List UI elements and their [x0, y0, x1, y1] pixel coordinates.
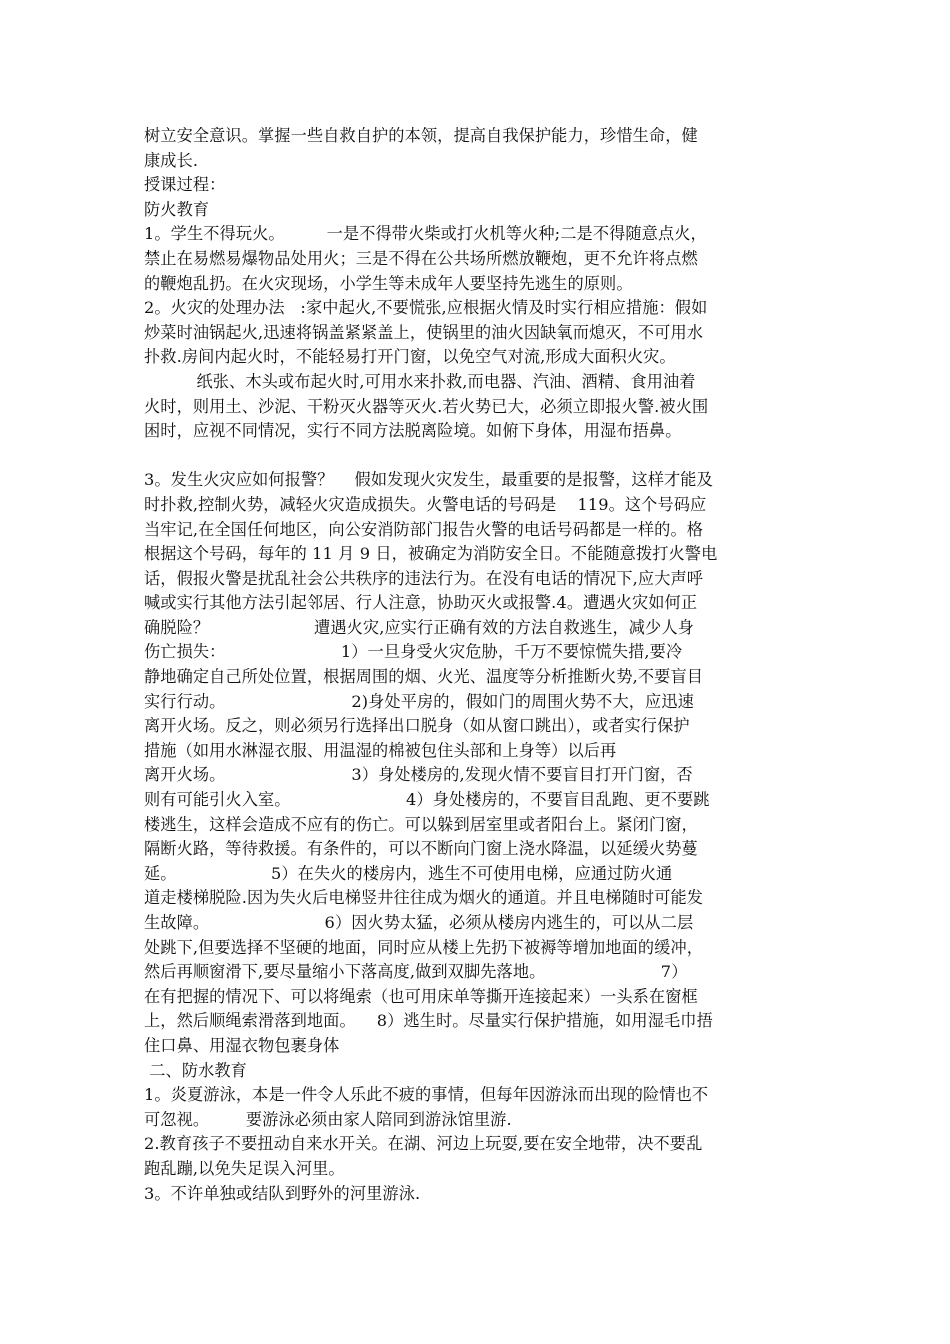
text-line: 喊或实行其他方法引起邻居、行人注意，协助灭火或报警.4。遭遇火灾如何正: [144, 593, 698, 613]
text-line: 根据这个号码，每年的 11 月 9 日，被确定为消防安全日。不能随意拨打火警电: [144, 544, 718, 564]
text-line: 康成长.: [144, 150, 199, 170]
text-line: 确脱险？ 遭遇火灾,应实行正确有效的方法自救逃生，减少人身: [144, 617, 694, 637]
text-line: 二、防水教育: [144, 1060, 247, 1080]
document-page: [144, 124, 810, 1206]
text-line: 楼逃生，这样会造成不应有的伤亡。可以躲到居室里或者阳台上。紧闭门窗，: [144, 814, 698, 834]
text-line: 困时，应视不同情况，实行不同方法脱离险境。如俯下身体，用湿布捂鼻。: [144, 421, 682, 441]
text-line: 处跳下,但要选择不坚硬的地面，同时应从楼上先扔下被褥等增加地面的缓冲，: [144, 937, 704, 957]
text-line: 树立安全意识。掌握一些自救自护的本领，提高自我保护能力，珍惜生命，健: [144, 126, 698, 145]
text-line: 在有把握的情况下、可以将绳索（也可用床单等撕开连接起来）一头系在窗框: [144, 986, 698, 1006]
text-line: 当牢记,在全国任何地区，向公安消防部门报告火警的电话号码都是一样的。格: [144, 519, 704, 539]
text-line: 静地确定自己所处位置，根据周围的烟、火光、温度等分析推断火势,不要盲目: [144, 667, 704, 687]
text-line: 1。炎夏游泳，本是一件令人乐此不疲的事情，但每年因游泳而出现的险情也不: [144, 1085, 709, 1105]
text-line: 时扑救,控制火势，减轻火灾造成损失。火警电话的号码是 119。这个号码应: [144, 494, 707, 514]
text-line: 可忽视。 要游泳必须由家人陪同到游泳馆里游.: [144, 1109, 512, 1129]
text-line: 火时，则用土、沙泥、干粉灭火器等灭火.若火势已大，必须立即报火警.被火围: [144, 396, 709, 416]
text-line: 延。 5）在失火的楼房内，逃生不可使用电梯，应通过防火通: [144, 863, 673, 883]
text-line: 离开火场。反之，则必须另行选择出口脱身（如从窗口跳出），或者实行保护: [144, 716, 690, 736]
text-line: 1。学生不得玩火。 一是不得带火柴或打火机等火种;二是不得随意点火，: [144, 224, 707, 244]
text-line: 离开火场。 3）身处楼房的,发现火情不要盲目打开门窗，否: [144, 765, 693, 785]
text-line: 上，然后顺绳索滑落到地面。 8）逃生时。尽量实行保护措施，如用湿毛巾捂: [144, 1011, 713, 1031]
text-line: 则有可能引火入室。 4）身处楼房的，不要盲目乱跑、更不要跳: [144, 790, 710, 810]
text-line: 生故障。 6）因火势太猛，必须从楼房内逃生的，可以从二层: [144, 913, 694, 932]
text-line: 2。火灾的处理办法 :家中起火,不要慌张,应根据火情及时实行相应措施：假如: [144, 298, 708, 318]
text-line: 措施（如用水淋湿衣服、用温湿的棉被包住头部和上身等）以后再: [144, 740, 617, 760]
document-body: [144, 124, 810, 1206]
text-line: 道走楼梯脱险.因为失火后电梯竖井往往成为烟火的通道。并且电梯随时可能发: [144, 888, 704, 908]
text-line: 纸张、木头或布起火时,可用水来扑救,而电器、汽油、酒精、食用油着: [144, 371, 696, 391]
blank-line: [144, 444, 810, 469]
text-line: 防火教育: [144, 199, 210, 219]
text-line: 授课过程：: [144, 175, 226, 195]
text-line: 隔断火路，等待救援。有条件的，可以不断向门窗上浇水降温，以延缓火势蔓: [144, 839, 698, 859]
text-line: 禁止在易燃易爆物品处用火；三是不得在公共场所燃放鞭炮，更不允许将点燃: [144, 248, 698, 268]
text-line: 的鞭炮乱扔。在火灾现场，小学生等未成年人要坚持先逃生的原则。: [144, 273, 633, 293]
text-line: 伤亡损失： 1）一旦身受火灾危胁，千万不要惊慌失措,要冷: [144, 642, 683, 662]
text-line: 住口鼻、用湿衣物包裹身体: [144, 1035, 340, 1055]
text-line: 扑救.房间内起火时，不能轻易打开门窗，以免空气对流,形成大面积火灾。: [144, 347, 676, 367]
text-line: 2.教育孩子不要扭动自来水开关。在湖、河边上玩耍,要在安全地带，决不要乱: [144, 1134, 703, 1154]
text-line: 3。不许单独或结队到野外的河里游泳.: [144, 1183, 421, 1203]
text-line: 话，假报火警是扰乱社会公共秩序的违法行为。在没有电话的情况下,应大声呼: [144, 568, 704, 588]
text-line: 炒菜时油锅起火,迅速将锅盖紧紧盖上，使锅里的油火因缺氧而熄灭，不可用水: [144, 322, 704, 342]
text-line: 实行行动。 2)身处平房的，假如门的周围火势不大，应迅速: [144, 691, 694, 711]
text-line: 3。发生火灾应如何报警？ 假如发现火灾发生，最重要的是报警，这样才能及: [144, 470, 713, 490]
text-line: 然后再顺窗滑下,要尽量缩小下落高度,做到双脚先落地。 7）: [144, 962, 688, 982]
text-line: 跑乱蹦,以免失足误入河里。: [144, 1158, 345, 1178]
